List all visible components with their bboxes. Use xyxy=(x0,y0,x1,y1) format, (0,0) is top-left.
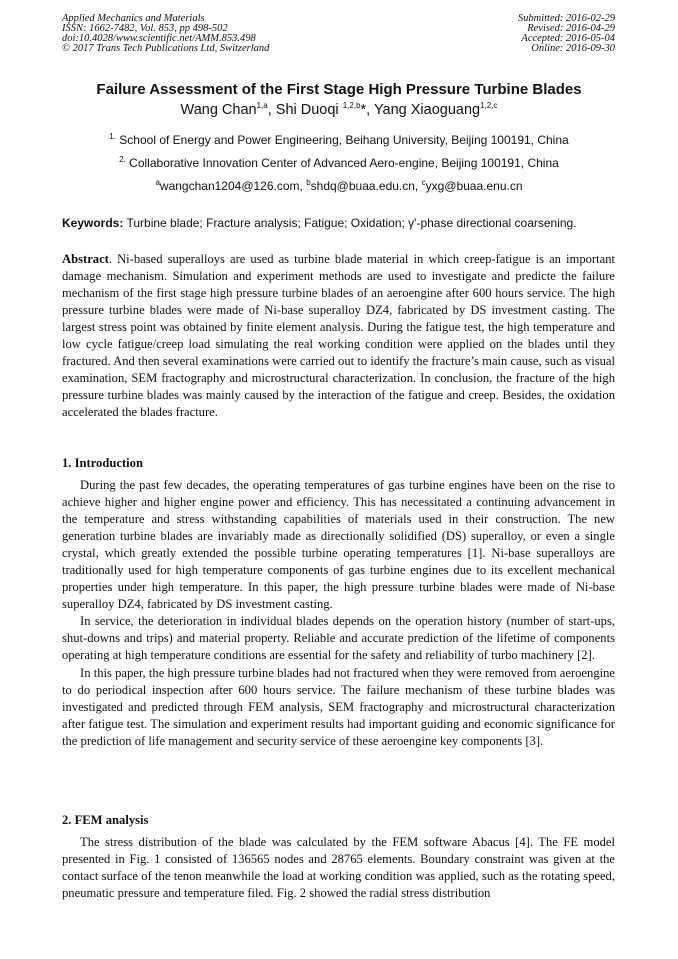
author-separator: , xyxy=(366,101,374,118)
author-superscript: 1,2,b xyxy=(342,101,361,110)
paper-title: Failure Assessment of the First Stage High Pressure Turbine Blades xyxy=(96,81,582,98)
submitted-date: Submitted: 2016-02-29 xyxy=(517,13,615,24)
journal-copyright: © 2017 Trans Tech Publications Ltd, Switzerland xyxy=(62,43,270,54)
abstract-text: . Ni-based superalloys are used as turbine blade material in which creep-fatigue is an important damage mechanism. Simulation and experiment methods are used to investigate and predicte the failure mechanism of the first stage high pressure turbine blades of an aeroengine after 600 hours service. The high pressure turbine blades were made of Ni-base superalloy DZ4, fabricated by DS investment casting. The largest stress point was obtained by finite element analysis. During the fatigue test, the high temperature and low cycle fatigue/creep load simulating the real working condition were applied on the blades until they fractured. And then several examinations were carried out to identify the fracture’s main cause, such as visual examination, SEM fractography and microstructural characterization. In conclusion, the fracture of the high pressure turbine blades was mainly caused by the interaction of the fatigue and creep. Besides, the oxidation accelerated the blades fracture. xyxy=(62,252,615,420)
author-name: Yang Xiaoguang xyxy=(373,101,481,118)
keywords-text: Turbine blade; Fracture analysis; Fatigue; Oxidation; γ'-phase directional coarsening. xyxy=(123,216,577,230)
affiliation-number: 2. xyxy=(119,155,126,164)
email-address: shdq@buaa.edu.cn, xyxy=(310,179,422,193)
affiliation-text: School of Energy and Power Engineering, Beihang University, Beijing 100191, China xyxy=(115,133,569,147)
paragraph: In service, the deterioration in individual blades depends on the operation history (number of start-ups, shut-downs and trips) and material property. Reliable and accurate prediction of the lifetime of components operating at high temperature conditions are essential for the safety and reliability of turbo machinery [2]. xyxy=(62,614,615,663)
keywords xyxy=(62,216,615,230)
author-list xyxy=(0,101,678,118)
author-name: Shi Duoqi xyxy=(275,101,343,118)
section-heading: 2. FEM analysis xyxy=(62,813,149,827)
journal-header-right xyxy=(518,14,615,54)
abstract-label: Abstract xyxy=(62,252,109,266)
affiliation-text: Collaborative Innovation Center of Advanced Aero-engine, Beijing 100191, China xyxy=(125,156,559,170)
email-marker: b xyxy=(306,178,311,187)
author-emails xyxy=(0,178,678,193)
revised-date: Revised: 2016-04-29 xyxy=(527,23,615,34)
corresponding-mark: * xyxy=(360,101,367,118)
affiliation-number: 1. xyxy=(109,132,116,141)
journal-doi: doi:10.4028/www.scientific.net/AMM.853.498 xyxy=(62,33,256,44)
author-separator: , xyxy=(267,101,276,118)
paragraph: In this paper, the high pressure turbine blades had not fractured when they were removed from aeroengine to do periodical inspection after 600 hours service. The failure mechanism of these turbine blades was investigated and predicted through FEM analysis, SEM fractography and microstructural characterization after fatigue test. The simulation and experiment results had important guiding and economic significance for the prediction of life management and security service of these aeroengine key components [3]. xyxy=(62,665,615,748)
author-name: Wang Chan xyxy=(180,101,257,118)
journal-issn: ISSN: 1662-7482, Vol. 853, pp 498-502 xyxy=(62,23,228,34)
keywords-label: Keywords: xyxy=(62,216,124,230)
online-date: Online: 2016-09-30 xyxy=(531,43,615,54)
email-address: yxg@buaa.enu.cn xyxy=(425,179,523,193)
abstract xyxy=(62,251,615,421)
email-address: wangchan1204@126.com, xyxy=(159,179,307,193)
section-heading: 1. Introduction xyxy=(62,456,143,470)
paragraph: During the past few decades, the operating temperatures of gas turbine engines have been on the rise to achieve higher and higher engine power and efficiency. This has necessitated a continuing advancement in the temperature and stress withstanding capabilities of materials used in their construction. The new generation turbine blades are invariably made as directionally solidified (DS) superalloy, or even a single crystal, which greatly extended the possible turbine operating temperatures [1]. Ni-base superalloys are traditionally used for high temperature components of gas turbine engines due to its excellent mechanical properties under high temperature. In this paper, the high pressure turbine blades were made of Ni-base superalloy DZ4, fabricated by DS investment casting. xyxy=(62,478,615,612)
affiliation xyxy=(0,132,678,147)
email-marker: c xyxy=(421,178,426,187)
journal-name: Applied Mechanics and Materials xyxy=(62,13,205,24)
introduction-body xyxy=(62,477,615,750)
abstract-paragraph xyxy=(62,251,615,421)
fem-analysis-body xyxy=(62,834,615,902)
email-marker: a xyxy=(155,178,160,187)
affiliation xyxy=(0,155,678,170)
author-superscript: 1,a xyxy=(256,101,268,110)
author-superscript: 1,2,c xyxy=(480,101,498,110)
paragraph: The stress distribution of the blade was calculated by the FEM software Abacus [4]. The FE model presented in Fig. 1 consisted of 136565 nodes and 28765 elements. Boundary constraint was given at the contact surface of the tenon meanwhile the load at working condition was applied, such as the rotating speed, pneumatic pressure and temperature filed. Fig. 2 showed the radial stress distribution xyxy=(62,835,615,901)
journal-header-left xyxy=(62,14,269,54)
accepted-date: Accepted: 2016-05-04 xyxy=(521,33,615,44)
